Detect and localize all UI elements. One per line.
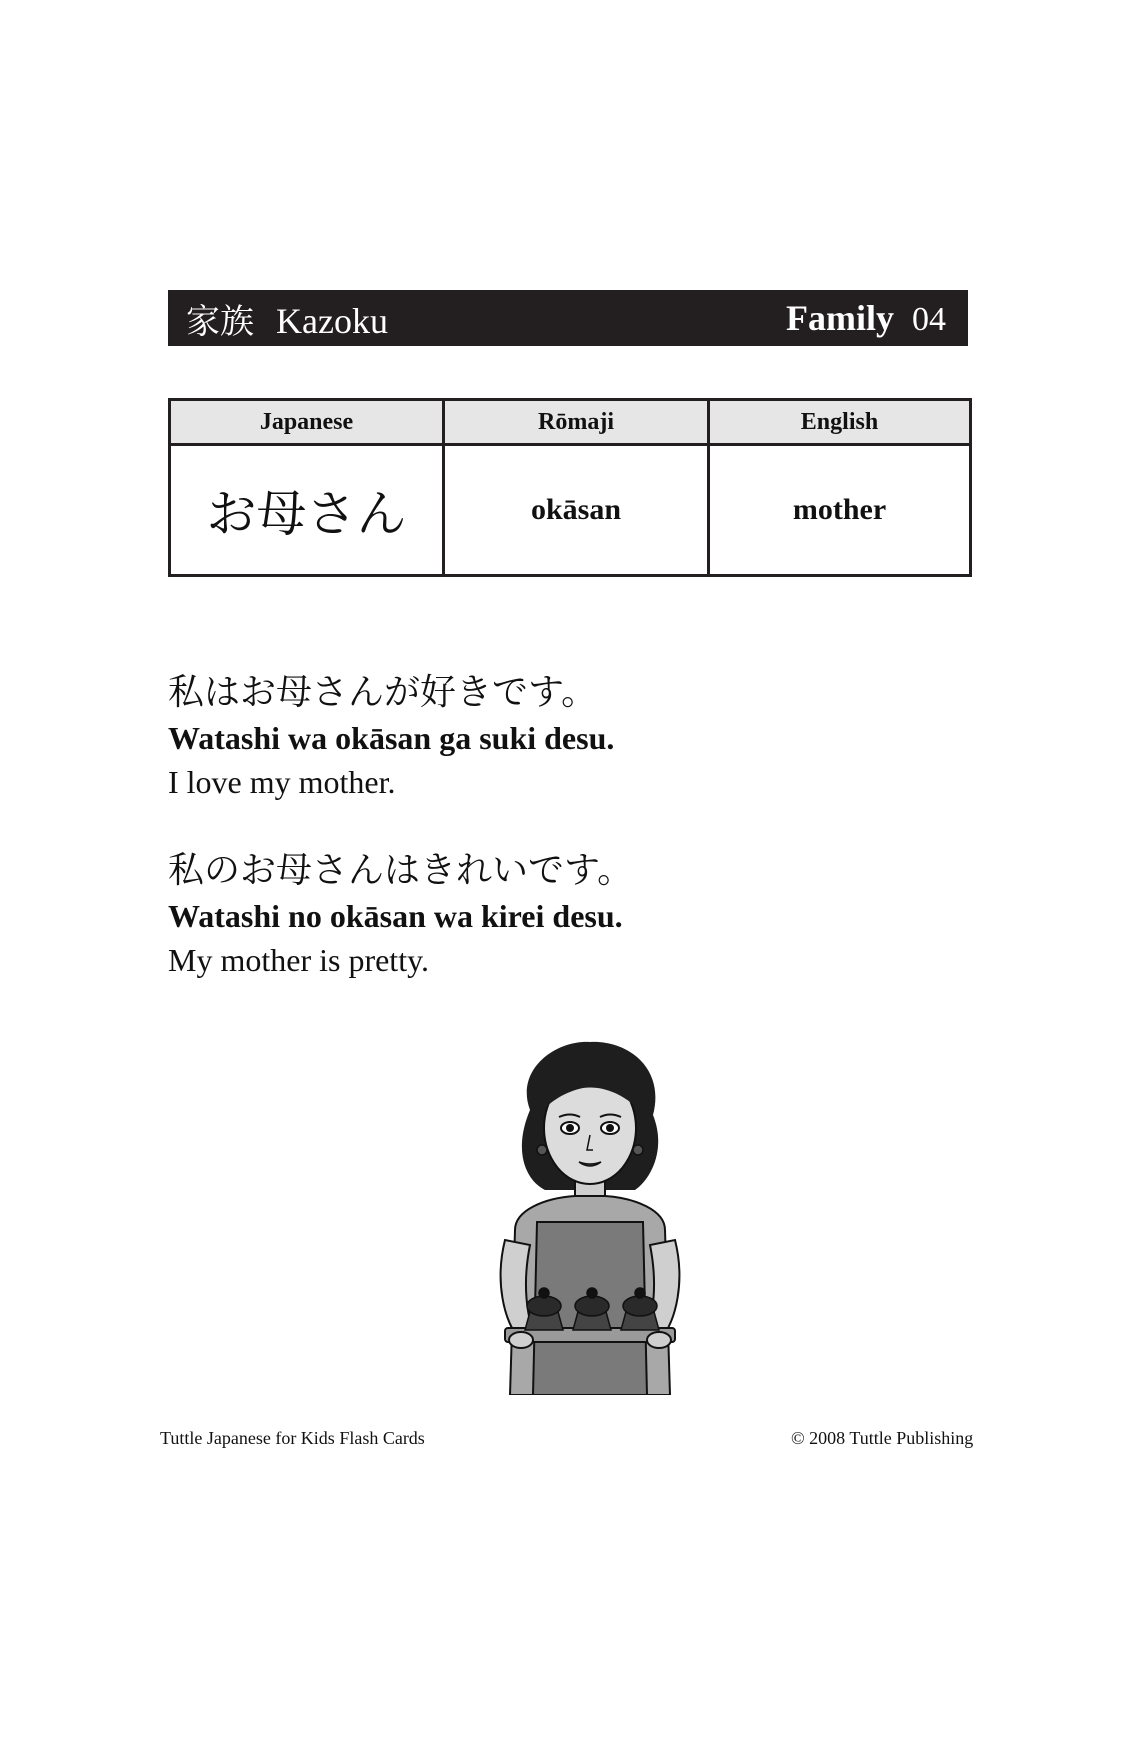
header-category-group <box>786 297 946 339</box>
vocab-romaji: okāsan <box>444 445 709 576</box>
vocab-japanese: お母さん <box>170 445 444 576</box>
example-sentence-2 <box>168 848 633 982</box>
example-romaji: Watashi no okāsan wa kirei desu. <box>168 898 623 934</box>
header-japanese: 家族 <box>186 301 254 342</box>
example-romaji: Watashi wa okāsan ga suki desu. <box>168 720 615 756</box>
vocab-english: mother <box>709 445 971 576</box>
header-category: Family <box>786 298 894 338</box>
footer-series-title: Tuttle Japanese for Kids Flash Cards <box>160 1428 425 1448</box>
example-japanese: 私のお母さんはきれいです。 <box>168 850 634 891</box>
mother-illustration <box>475 1040 705 1395</box>
example-japanese: 私はお母さんが好きです。 <box>168 672 598 713</box>
example-sentence-1 <box>168 670 614 804</box>
col-header-romaji: Rōmaji <box>444 400 709 445</box>
header-card-number: 04 <box>912 301 946 338</box>
col-header-english: English <box>709 400 971 445</box>
card-header-bar <box>168 290 968 346</box>
example-english: I love my mother. <box>168 764 396 800</box>
footer-copyright: © 2008 Tuttle Publishing <box>791 1428 974 1448</box>
header-romaji: Kazoku <box>276 300 388 341</box>
header-title <box>186 294 388 343</box>
vocab-table-row <box>170 445 971 576</box>
vocab-table-header-row <box>170 400 971 445</box>
col-header-japanese: Japanese <box>170 400 444 445</box>
vocab-table <box>168 398 972 577</box>
example-english: My mother is pretty. <box>168 942 429 978</box>
